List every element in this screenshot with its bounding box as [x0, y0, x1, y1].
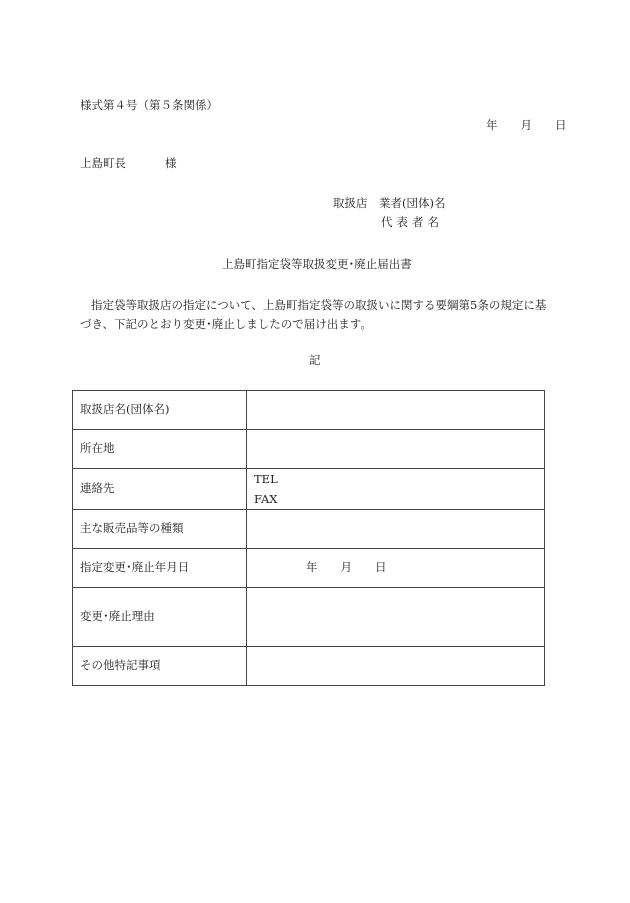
reason-value[interactable]: [247, 588, 545, 647]
row-label-store-name: 取扱店名(団体名): [73, 391, 247, 430]
representative-label: 代表者名: [381, 215, 443, 229]
row-label-change-date: 指定変更･廃止年月日: [73, 549, 247, 588]
other-notes-value[interactable]: [247, 647, 545, 686]
row-label-goods-type: 主な販売品等の種類: [73, 510, 247, 549]
row-label-reason: 変更･廃止理由: [73, 588, 247, 647]
table-row: [73, 430, 545, 469]
addressee-suffix: 様: [165, 156, 177, 170]
address-value[interactable]: [247, 430, 545, 469]
store-name-label: 取扱店 業者(団体)名: [333, 196, 446, 210]
table-row: [73, 647, 545, 686]
change-date-text: 年 月 日: [306, 560, 387, 575]
store-name-value[interactable]: [247, 391, 545, 430]
table-row: [73, 391, 545, 430]
submission-date: 年 月 日: [486, 118, 567, 132]
row-label-contact: 連絡先: [73, 469, 247, 510]
addressee: 上島町長: [80, 156, 126, 170]
document-title: 上島町指定袋等取扱変更･廃止届出書: [222, 257, 412, 271]
table-row: [73, 588, 545, 647]
body-paragraph: 指定袋等取扱店の指定について、上島町指定袋等の取扱いに関する要綱第5条の規定に基づき、下記のとおり変更･廃止しましたので届け出ます。: [80, 298, 547, 331]
ki-heading: 記: [309, 353, 321, 367]
table-row: [73, 510, 545, 549]
row-label-address: 所在地: [73, 430, 247, 469]
form-number: 様式第４号（第５条関係）: [80, 98, 218, 112]
goods-type-value[interactable]: [247, 510, 545, 549]
table-row: [73, 469, 545, 510]
contact-value[interactable]: [247, 469, 545, 510]
fax-label: FAX: [254, 492, 278, 506]
table-row: [73, 549, 545, 588]
change-date-value[interactable]: [247, 549, 545, 588]
row-label-other-notes: その他特記事項: [73, 647, 247, 686]
info-table: [72, 390, 545, 686]
tel-label: TEL: [254, 472, 278, 486]
